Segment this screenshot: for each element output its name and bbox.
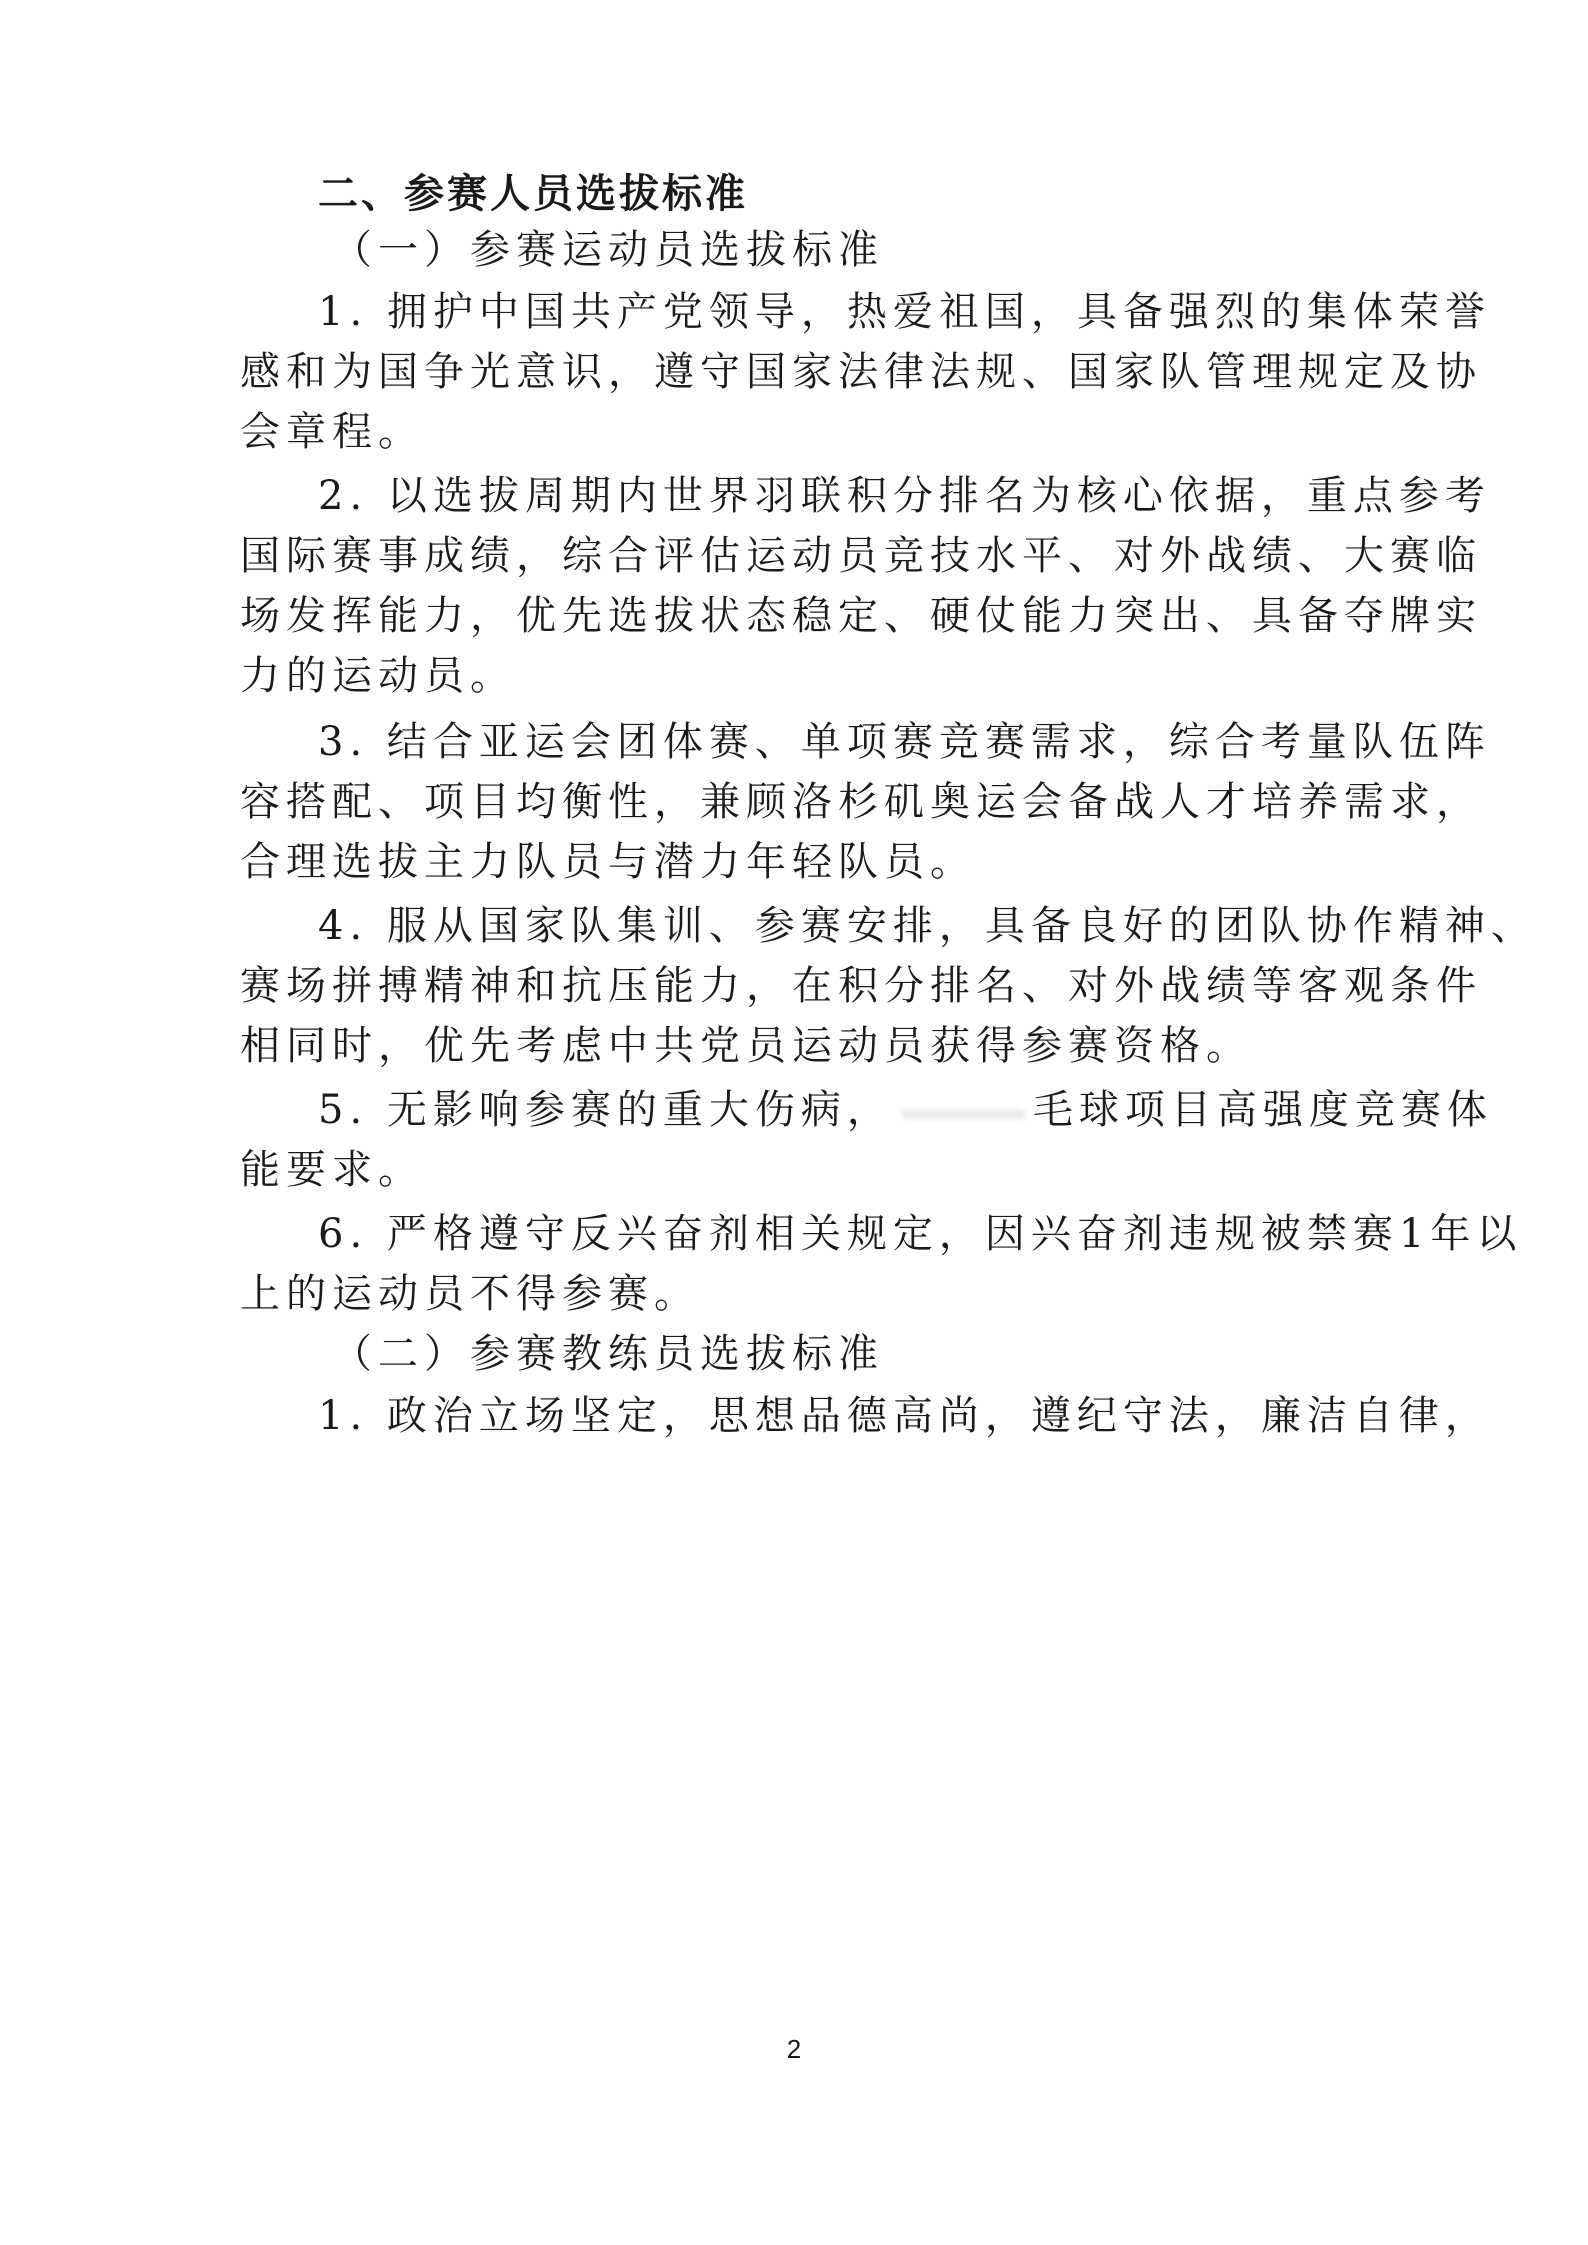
paragraph-1-line-2: 感和为国争光意识，遵守国家法律法规、国家队管理规定及协 (240, 349, 1482, 395)
paragraph-3-line-3: 合理选拔主力队员与潜力年轻队员。 (240, 839, 976, 885)
blurred-redaction (893, 1093, 1033, 1133)
paragraph-5-line-1 (318, 1084, 1493, 1136)
paragraph-3-line-2: 容搭配、项目均衡性，兼顾洛杉矶奥运会备战人才培养需求， (240, 779, 1482, 825)
paragraph-2-line-3: 场发挥能力，优先选拔状态稳定、硬仗能力突出、具备夺牌实 (240, 593, 1482, 639)
paragraph-5-text-before: 5. 无影响参赛的重大伤病， (318, 1087, 893, 1133)
paragraph-5-line-2: 能要求。 (240, 1147, 424, 1193)
paragraph-1-line-3: 会章程。 (240, 409, 424, 455)
paragraph-6-line-2: 上的运动员不得参赛。 (240, 1271, 700, 1317)
paragraph-2-line-2: 国际赛事成绩，综合评估运动员竞技水平、对外战绩、大赛临 (240, 533, 1482, 579)
paragraph-4-line-3: 相同时，优先考虑中共党员运动员获得参赛资格。 (240, 1023, 1252, 1069)
paragraph-3-line-1: 3. 结合亚运会团体赛、单项赛竞赛需求，综合考量队伍阵 (318, 719, 1491, 765)
paragraph-1-line-1: 1. 拥护中国共产党领导，热爱祖国，具备强烈的集体荣誉 (318, 289, 1491, 335)
paragraph-6-line-1: 6. 严格遵守反兴奋剂相关规定，因兴奋剂违规被禁赛1年以 (318, 1211, 1523, 1257)
paragraph-2-line-4: 力的运动员。 (240, 653, 516, 699)
paragraph-5-text-after: 毛球项目高强度竞赛体 (1032, 1087, 1493, 1133)
paragraph-7-line-1: 1. 政治立场坚定，思想品德高尚，遵纪守法，廉洁自律， (318, 1393, 1491, 1439)
paragraph-4-line-2: 赛场拼搏精神和抗压能力，在积分排名、对外战绩等客观条件 (240, 963, 1482, 1009)
subsection-title-coaches: （二）参赛教练员选拔标准 (332, 1331, 884, 1377)
section-title: 二、参赛人员选拔标准 (318, 171, 748, 217)
page-number: 2 (786, 2034, 802, 2064)
paragraph-2-line-1: 2. 以选拔周期内世界羽联积分排名为核心依据，重点参考 (318, 473, 1491, 519)
subsection-title-athletes: （一）参赛运动员选拔标准 (332, 227, 884, 273)
paragraph-4-line-1: 4. 服从国家队集训、参赛安排，具备良好的团队协作精神、 (318, 903, 1537, 949)
